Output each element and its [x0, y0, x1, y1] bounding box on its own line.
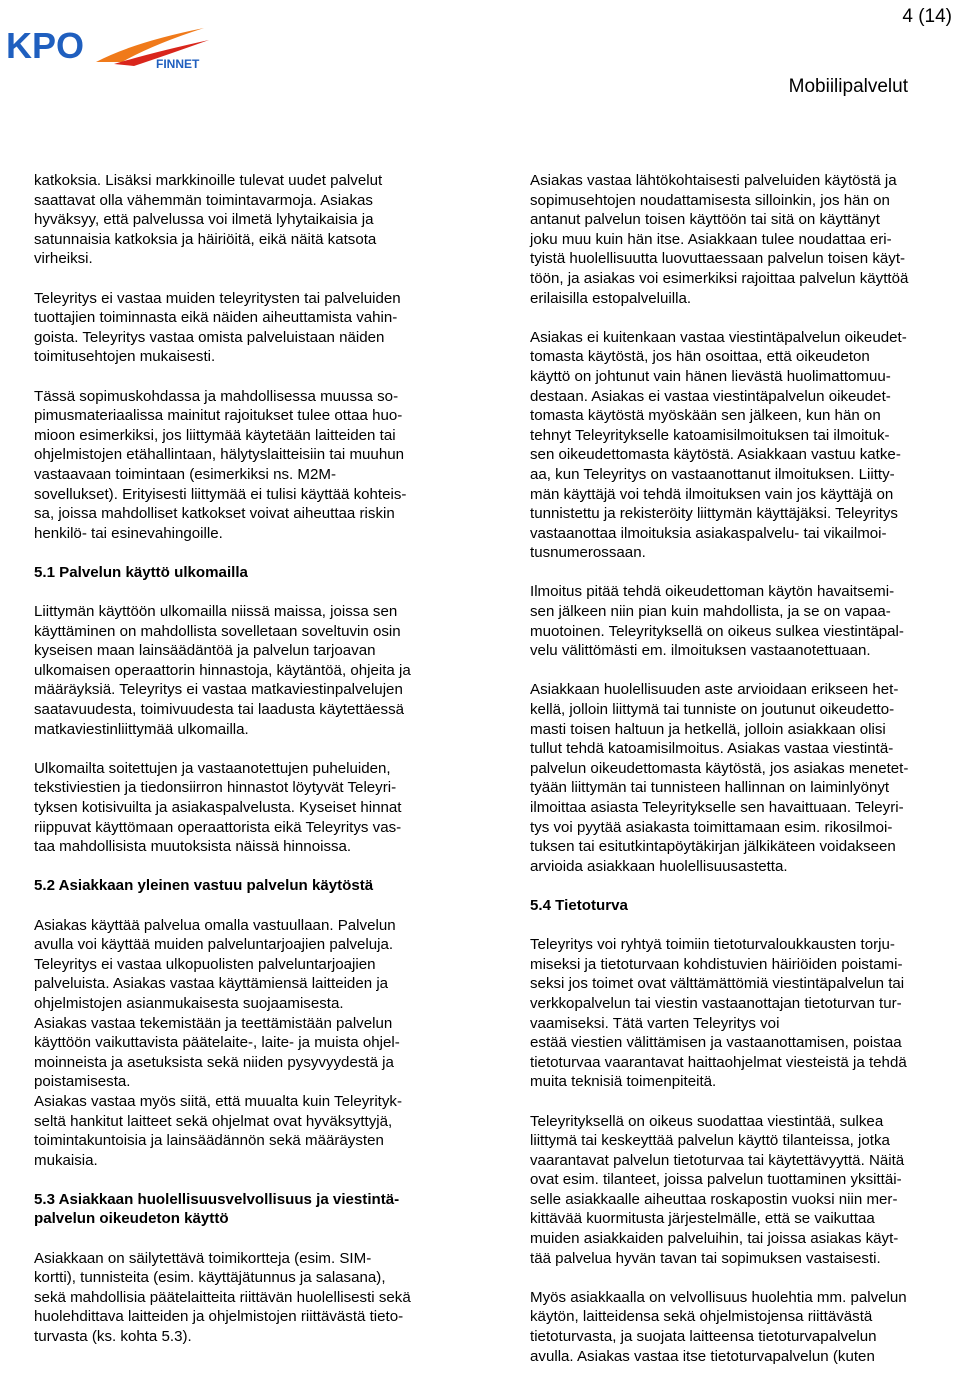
text-line: tietoturvaa vaarantavat haittaohjelmat viesteistä ja tehdä	[530, 1053, 907, 1071]
section-heading-5-2: 5.2 Asiakkaan yleinen vastuu palvelun käytöstä	[34, 877, 374, 895]
text-line: pimusmateriaalissa mainitut rajoitukset tulee ottaa huo-	[34, 407, 403, 425]
page-header	[0, 0, 960, 110]
paragraph	[34, 916, 480, 1171]
text-line: verkkopalvelun tai viestin vastaanottajan tietoturvan tur-	[530, 994, 902, 1012]
text-line: töön, ja asiakas voi esimerkiksi rajoittaa palvelun käyttöä	[530, 269, 909, 287]
section-heading-5-1: 5.1 Palvelun käyttö ulkomailla	[34, 563, 248, 581]
text-line: palveluista. Asiakas vastaa käyttämiensä laitteiden ja	[34, 975, 389, 993]
text-line: tää palvelua hyvän tavan tai sopimuksen vastaisesti.	[530, 1249, 881, 1267]
paragraph	[530, 328, 960, 563]
text-line: riippuvat käyttömaan operaattorista eikä Teleyritys vas-	[34, 818, 402, 836]
page-number: 4 (14)	[902, 6, 952, 27]
paragraph	[34, 602, 480, 739]
text-line: henkilö- tai esinevahingoille.	[34, 524, 223, 542]
document-title: Mobiilipalvelut	[788, 76, 908, 97]
text-line: estää viestien välittämisen ja vastaanottamisen, poistaa	[530, 1034, 902, 1052]
text-line: sovellukset). Erityisesti liittymää ei tulisi käyttää kohteis-	[34, 485, 407, 503]
paragraph	[34, 759, 480, 857]
text-line: mioon esimerkiksi, jos liittymää käytetään laitteiden tai	[34, 426, 396, 444]
text-line: erilaisilla estopalveluilla.	[530, 289, 692, 307]
paragraph	[530, 1288, 960, 1366]
paragraph	[34, 289, 480, 367]
text-line: tomasta käytöstä, jos hän osoittaa, että oikeudeton	[530, 348, 870, 366]
text-line: mukaisia.	[34, 1151, 98, 1169]
text-line: tietoturvasta, ja suojata laitteensa tietoturvapalvelun	[530, 1328, 877, 1346]
text-line: goista. Teleyritys vastaa omista palveluistaan näiden	[34, 328, 385, 346]
text-line: tekstiviestien ja tiedonsiirron hinnastot löytyvät Teleyri-	[34, 779, 397, 797]
text-line: huolehdittava laitteiden ja ohjelmistojen riittävästä tieto-	[34, 1308, 404, 1326]
text-line: tehnyt Teleyritykselle katoamisilmoituksen tai ilmoituk-	[530, 426, 890, 444]
text-line: joku muu kuin hän itse. Asiakkaan tulee noudattaa eri-	[530, 230, 892, 248]
text-line: matkaviestinliittymää ulkomailla.	[34, 720, 249, 738]
text-line: Asiakkaan huolellisuuden aste arvioidaan erikseen het-	[530, 681, 899, 699]
text-line: Liittymän käyttöön ulkomailla niissä maissa, joissa sen	[34, 603, 398, 621]
text-line: sekä mahdollisia päätelaitteita riittävän huolellisesti sekä	[34, 1288, 411, 1306]
text-line: ovat esim. tilanteet, joissa palvelun tuottaminen yksittäi-	[530, 1171, 902, 1189]
text-line: sa, joissa mahdolliset katkokset voivat aiheuttaa riskin	[34, 505, 395, 523]
text-line: käyttö on johtunut vain hänen lievästä huolimattomuu-	[530, 367, 891, 385]
paragraph	[530, 935, 960, 1092]
text-line: män käyttäjä voi tehdä ilmoituksen vain jos käyttäjä on	[530, 485, 894, 503]
text-line: miseksi ja tietoturvaan kohdistuvien häiriöiden poistami-	[530, 955, 903, 973]
text-line: Teleyrityksellä on oikeus suodattaa viestintää, sulkea	[530, 1112, 884, 1130]
paragraph	[34, 387, 480, 544]
paragraph	[530, 680, 960, 876]
text-line: arvioida asiakkaan huolellisuusastetta.	[530, 857, 788, 875]
text-line: vastaavaan toimintaan (esimerkiksi ns. M2M-	[34, 465, 336, 483]
text-line: tomasta käytöstä myöskään sen jälkeen, kun hän on	[530, 407, 881, 425]
paragraph	[530, 171, 960, 308]
text-line: tuottajien toiminnasta eikä näiden aiheuttamista vahin-	[34, 309, 398, 327]
section-heading-5-3	[34, 1190, 480, 1229]
text-line: seksi jos toimet ovat välttämättömiä viestintäpalvelun tai	[530, 975, 905, 993]
paragraph	[530, 1112, 960, 1269]
logo-finnet-text: FINNET	[156, 57, 200, 71]
text-line: avulla. Asiakas vastaa itse tietoturvapalvelun (kuten	[530, 1347, 875, 1365]
text-line: satunnaisia katkoksia ja häiriöitä, eikä näitä katsota	[34, 230, 377, 248]
text-line: selle asiakkaalle aiheuttaa roskapostin vuoksi niin mer-	[530, 1190, 898, 1208]
text-line: kittävää kuormitusta järjestelmälle, että se vaikuttaa	[530, 1210, 875, 1228]
text-line: 5.3 Asiakkaan huolellisuusvelvollisuus ja viestintä-	[34, 1190, 400, 1208]
text-line: masti toisen haltuun ja hetkellä, jolloin asiakkaan olisi	[530, 720, 886, 738]
text-line: Asiakas vastaa tekemistään ja teettämistään palvelun	[34, 1014, 393, 1032]
text-line: toimitusehtojen mukaisesti.	[34, 348, 216, 366]
text-line: hyväksyy, että palvelussa voi ilmetä lyhytaikaisia ja	[34, 211, 374, 229]
logo-graphic	[4, 22, 214, 82]
right-column	[530, 171, 960, 1386]
text-line: vaamiseksi. Tätä varten Teleyritys voi	[530, 1014, 780, 1032]
text-line: virheiksi.	[34, 250, 93, 268]
text-line: tunnistettu ja rekisteröity liittymän käyttäjäksi. Teleyritys	[530, 505, 898, 523]
text-line: kellä, jolloin liittymä tai tunniste on joutunut oikeudetto-	[530, 701, 895, 719]
text-line: tys voi pyytää asiakasta toimittamaan esim. rikosilmoi-	[530, 818, 893, 836]
kpo-finnet-logo	[4, 22, 214, 82]
text-line: kyseisen maan lainsäädäntöä ja palvelun tarjoavan	[34, 642, 376, 660]
paragraph	[530, 582, 960, 660]
text-line: taa mahdollisista muutoksista näissä hinnoissa.	[34, 838, 352, 856]
text-line: Teleyritys voi ryhtyä toimiin tietoturvaloukkausten torju-	[530, 936, 895, 954]
text-line: ilmoittaa asiasta Teleyritykselle sen havaittuaan. Teleyri-	[530, 799, 904, 816]
left-column	[34, 171, 480, 1366]
text-line: turvasta (ks. kohta 5.3).	[34, 1328, 192, 1346]
text-line: Teleyritys ei vastaa ulkopuolisten palveluntarjoajien	[34, 955, 376, 973]
text-line: aa, kun Teleyritys on vastaanottanut ilmoituksen. Liitty-	[530, 465, 895, 483]
section-heading-5-4: 5.4 Tietoturva	[530, 896, 628, 914]
text-line: avulla voi käyttää muiden palveluntarjoajien palveluja.	[34, 936, 394, 954]
text-line: kortti), tunnisteita (esim. käyttäjätunnus ja salasana),	[34, 1269, 386, 1287]
text-line: Asiakkaan on säilytettävä toimikortteja (esim. SIM-	[34, 1249, 372, 1267]
text-line: palvelun oikeudeton käyttö	[34, 1210, 229, 1228]
text-line: katkoksia. Lisäksi markkinoille tulevat uudet palvelut	[34, 172, 383, 189]
text-line: vastaanottaa ilmoituksia asiakaspalvelu- tai vikailmoi-	[530, 524, 887, 542]
text-line: Teleyritys ei vastaa muiden teleyritysten tai palveluiden	[34, 289, 401, 307]
text-line: Ulkomailta soitettujen ja vastaanotettujen puheluiden,	[34, 759, 391, 777]
text-line: ulkomaisen operaattorin hinnastoja, käytäntöä, ohjeita ja	[34, 661, 411, 679]
text-line: Asiakas vastaa myös siitä, että muualta kuin Teleyrityk-	[34, 1092, 402, 1110]
text-line: moinneista ja asetuksista sekä niiden pysyvyydestä ja	[34, 1053, 394, 1071]
text-line: ohjelmistojen asianmukaisesta suojaamisesta.	[34, 994, 344, 1012]
text-line: tyistä huolellisuutta luovuttaessaan palvelun toisen käyt-	[530, 250, 906, 268]
text-line: määräyksiä. Teleyritys ei vastaa matkaviestinpalvelujen	[34, 681, 403, 699]
text-line: palvelun oikeudettomasta käytöstä, jos asiakas menetet-	[530, 759, 909, 777]
text-line: käyttäminen on mahdollista sovelletaan soveltuvin osin	[34, 622, 401, 640]
text-line: toimintakuntoisia ja lainsäädännön sekä määräysten	[34, 1132, 384, 1150]
text-line: käytön, laitteidensa sekä ohjelmistojensa riittävästä	[530, 1308, 873, 1326]
text-line: destaan. Asiakas ei vastaa viestintäpalvelun oikeudet-	[530, 387, 891, 405]
text-line: saattavat olla vähemmän toimintavarmoja. Asiakas	[34, 191, 373, 209]
text-line: saatavuudesta, toimivuudesta tai laadusta käytettäessä	[34, 701, 405, 719]
text-line: velu välittömästi em. ilmoituksen vastaanotettuaan.	[530, 642, 871, 660]
text-line: Asiakas käyttää palvelua omalla vastuullaan. Palvelun	[34, 916, 396, 934]
text-line: tyään liittymän tai tunnisteen hallinnan on laiminlyönyt	[530, 779, 890, 797]
text-line: Tässä sopimuskohdassa ja mahdollisessa muussa so-	[34, 387, 399, 405]
text-line: antanut palvelun toisen käyttöön tai sitä on käyttänyt	[530, 211, 880, 229]
text-line: Myös asiakkaalla on velvollisuus huolehtia mm. palvelun	[530, 1288, 907, 1306]
text-line: Ilmoitus pitää tehdä oikeudettoman käytön havaitsemi-	[530, 583, 895, 601]
text-line: tuksen tai esitutkintapöytäkirjan jälkikäteen voidakseen	[530, 838, 896, 856]
text-line: ohjelmistojen etähallintaan, hälytyslaitteisiin tai muuhun	[34, 446, 405, 464]
text-line: vaarantavat palvelun tietoturvaa tai käytettävyyttä. Näitä	[530, 1151, 905, 1169]
text-line: sen oikeudettomasta käytöstä. Asiakkaan vastuu katke-	[530, 446, 901, 464]
logo-kpo-text: KPO	[6, 25, 85, 66]
paragraph	[34, 171, 480, 269]
text-line: poistamisesta.	[34, 1073, 131, 1091]
paragraph	[34, 1249, 480, 1347]
text-line: käyttöön vaikuttavista päätelaite-, laite- ja muista ohjel-	[34, 1034, 400, 1052]
text-line: sen jälkeen niin pian kuin mahdollista, ja se on vapaa-	[530, 603, 891, 621]
text-line: Asiakas ei kuitenkaan vastaa viestintäpalvelun oikeudet-	[530, 328, 907, 346]
text-line: tyksen kotisivuilta ja asiakaspalvelusta. Kyseiset hinnat	[34, 799, 402, 816]
text-line: liittymä tai keskeyttää palvelun käyttö tilanteissa, jotka	[530, 1132, 890, 1150]
text-line: Asiakas vastaa lähtökohtaisesti palveluiden käytöstä ja	[530, 172, 897, 189]
text-line: tullut tehdä katoamisilmoitus. Asiakas vastaa viestintä-	[530, 740, 894, 758]
text-line: seltä hankitut laitteet sekä ohjelmat ovat hyväksyttyjä,	[34, 1112, 393, 1130]
text-line: muita teknisiä toimenpiteitä.	[530, 1073, 717, 1091]
text-line: sopimusehtojen noudattamisesta silloinkin, jos hän on	[530, 191, 890, 209]
text-line: tusnumerossaan.	[530, 544, 646, 562]
text-line: muotoinen. Teleyrityksellä on oikeus sulkea viestintäpal-	[530, 622, 904, 640]
text-line: muiden asiakkaiden palveluihin, tai joissa asiakas käyt-	[530, 1230, 899, 1248]
